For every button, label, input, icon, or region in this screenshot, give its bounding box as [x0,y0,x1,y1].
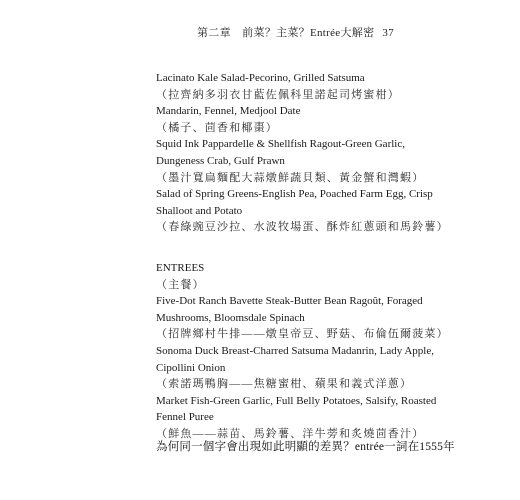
menu-item-chinese: （鮮魚——蒜苗、馬鈴薯、洋牛蒡和炙燒茴香汁） [156,427,425,440]
menu-listing [156,70,449,442]
entrees-section [156,260,449,443]
body-paragraph: 為何同一個字會出現如此明顯的差異？entrée一詞在1555年 [156,441,455,453]
chapter-title: 第二章 前菜？主菜？Entrée大解密 [196,27,375,39]
menu-item-english: Market Fish-Green Garlic, Full Belly Potatoes, Salsify, Roasted [156,394,437,407]
menu-item [156,293,449,343]
section-heading-chinese: （主餐） [156,278,205,291]
menu-item-english-continued: Mushrooms, Bloomsdale Spinach [156,311,305,324]
menu-item-chinese: （索諾瑪鴨胸——焦糖蜜柑、蘋果和義式洋蔥） [156,378,413,391]
menu-item [156,103,406,136]
menu-item-english: Mandarin, Fennel, Medjool Date [156,105,301,118]
page-number: 37 [382,27,394,39]
menu-item-english-continued: Cipollini Onion [156,361,226,374]
menu-item-chinese: （招牌鄉村牛排——燉皇帝豆、野菇、布倫伍爾菠菜） [156,328,449,341]
menu-item-english-continued: Shalloot and Potato [156,204,243,217]
menu-item [156,136,425,186]
menu-item-chinese: （春綠豌豆沙拉、水波牧場蛋、酥炸紅蔥頭和馬鈴薯） [156,221,449,234]
menu-item-english: Sonoma Duck Breast-Charred Satsuma Madanrin, Lady Apple, [156,344,434,357]
menu-item-chinese: （橘子、茴香和椰棗） [156,121,278,134]
menu-item [156,186,449,236]
menu-item-chinese: （墨汁寬扁麵配大蒜燉鮮蔬貝類、黃金蟹和灣蝦） [156,171,425,184]
section-gap [156,236,406,260]
menu-item [156,343,434,393]
menu-item-english-continued: Fennel Puree [156,411,214,424]
menu-item-english: Five-Dot Ranch Bavette Steak-Butter Bean Ragoût, Foraged [156,295,423,308]
menu-item-english: Salad of Spring Greens-English Pea, Poached Farm Egg, Crisp [156,188,433,201]
menu-item-english: Lacinato Kale Salad-Pecorino, Grilled Satsuma [156,72,365,84]
menu-item [156,393,437,443]
running-header [197,24,394,40]
menu-item-chinese: （拉齊納多羽衣甘藍佐佩科里諾起司烤蜜柑） [156,88,400,101]
menu-item-english-continued: Dungeness Crab, Gulf Prawn [156,154,285,167]
menu-item [156,70,406,103]
section-heading: ENTREES [156,261,205,274]
menu-item-english: Squid Ink Pappardelle & Shellfish Ragout-Green Garlic, [156,138,405,151]
